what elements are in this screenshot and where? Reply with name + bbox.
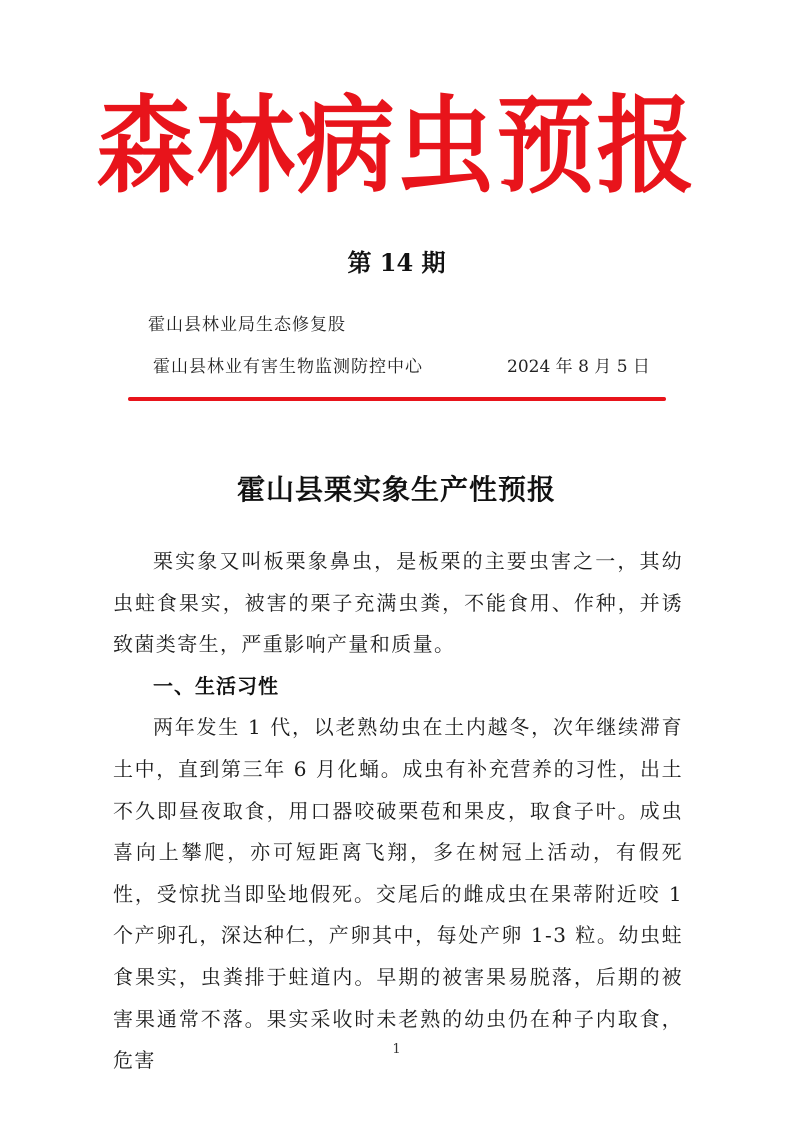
issuing-org-primary: 霍山县林业局生态修复股: [148, 315, 346, 335]
article-body: [113, 541, 683, 1082]
section-heading: 一、生活习性: [153, 673, 279, 698]
section-paragraph: 两年发生 1 代，以老熟幼虫在土内越冬，次年继续滞育土中，直到第三年 6 月化蛹。成虫有补充营养的习性，出土不久即昼夜取食，用口器咬破栗苞和果皮，取食子叶。成虫喜向上攀爬，亦可短距离飞翔，多在树冠上活动，有假死性，受惊扰当即坠地假死。交尾后的雌成虫在果蒂附近咬 1 个产卵孔，深达种仁，产卵其中，每处产卵 1-3 粒。幼虫蛀食果实，虫粪排于蛀道内。早期的被害果易脱落，后期的被害果通常不落。果实采收时未老熟的幼虫仍在种子内取食，危害: [113, 715, 683, 1073]
page-number: 1: [392, 1042, 401, 1057]
issuing-org-secondary: 霍山县林业有害生物监测防控中心: [153, 357, 423, 377]
issue-date: 2024 年 8 月 5 日: [507, 357, 650, 377]
article-title: 霍山县栗实象生产性预报: [236, 473, 556, 506]
header-divider: [128, 397, 666, 401]
issue-number: 第 14 期: [347, 248, 446, 277]
masthead-title: 森林病虫预报: [96, 85, 697, 209]
intro-paragraph: 栗实象又叫板栗象鼻虫，是板栗的主要虫害之一，其幼虫蛀食果实，被害的栗子充满虫粪，不能食用、作种，并诱致菌类寄生，严重影响产量和质量。: [113, 549, 683, 657]
